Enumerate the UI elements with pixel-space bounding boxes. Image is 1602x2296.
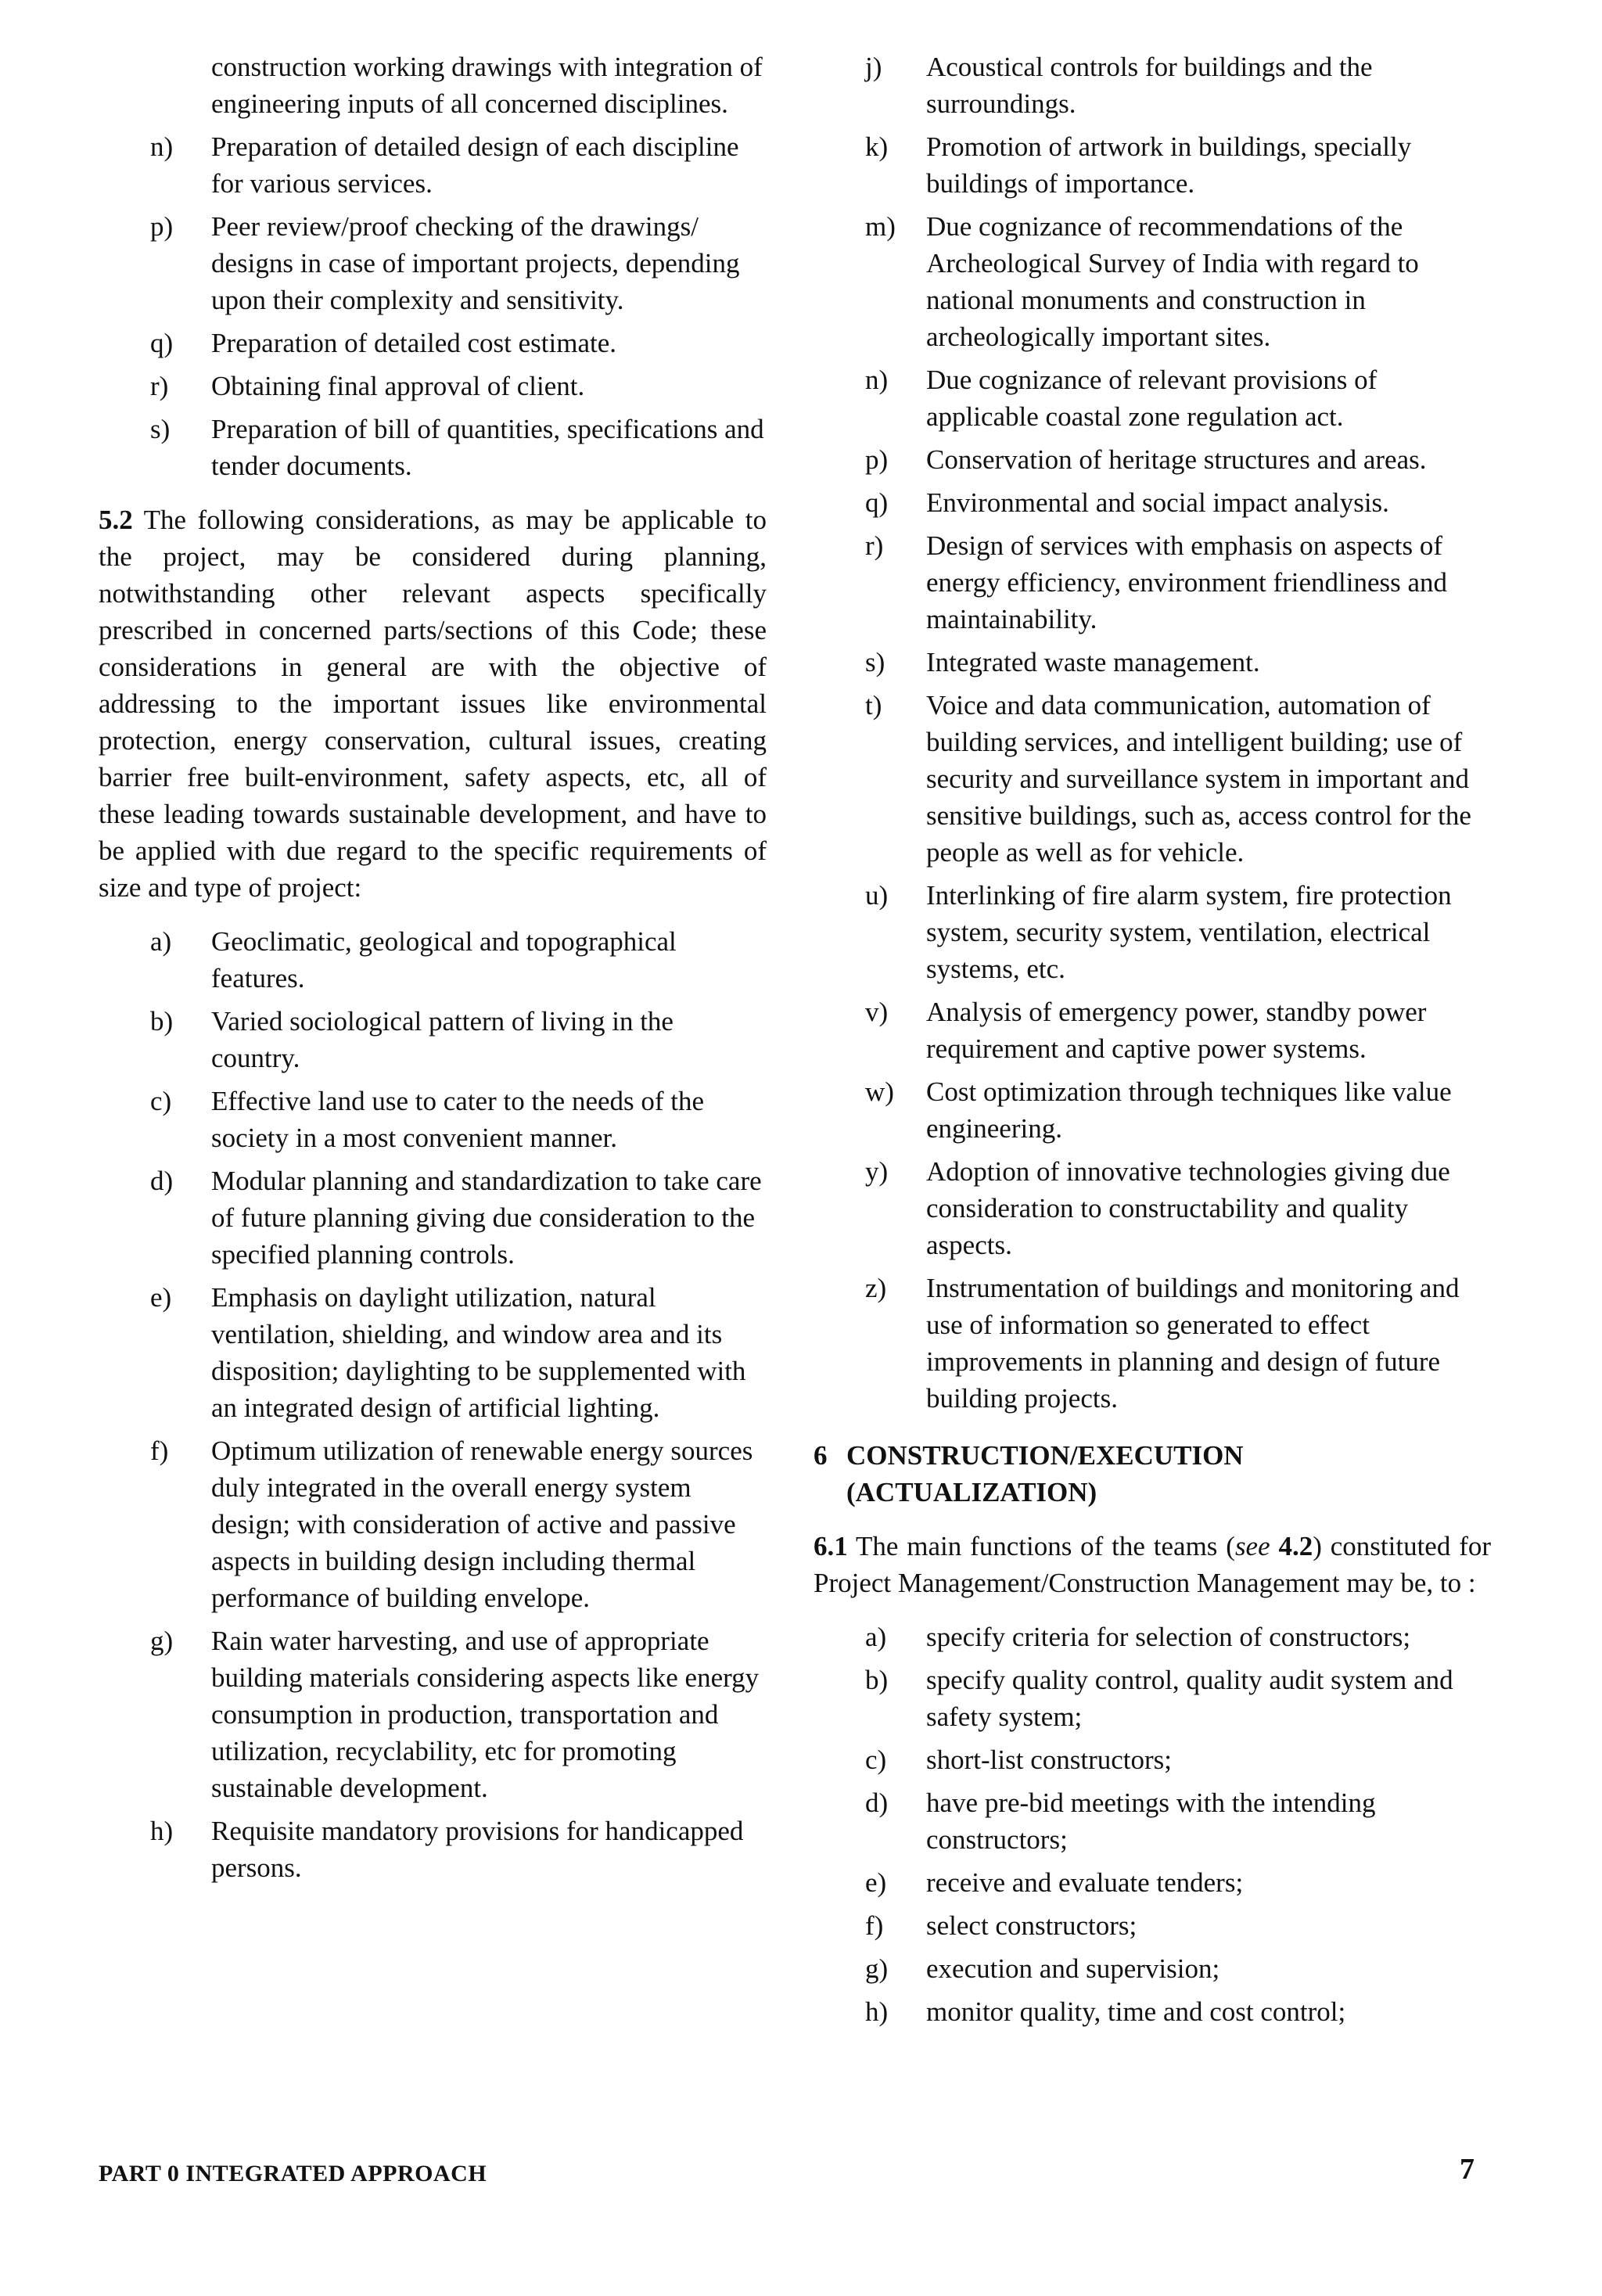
list-item-text: Analysis of emergency power, standby power requirement and captive power systems.	[926, 997, 1427, 1064]
list-item-text: Rain water harvesting, and use of appropriate building materials considering aspects like energy consumption in production, transportation and utilization, recyclability, etc for promoting sustainable development.	[211, 1626, 760, 1803]
list-item-text: Emphasis on daylight utilization, natural ventilation, shielding, and window area and its disposition; daylighting to be supplemented with an integrated design of artificial lighting.	[211, 1282, 746, 1423]
list-item-marker: a)	[865, 1622, 887, 1652]
list-item-marker: e)	[150, 1282, 172, 1313]
list-item	[99, 325, 767, 361]
list-item-marker: n)	[150, 131, 174, 162]
list-item-text: Preparation of detailed cost estimate.	[211, 328, 617, 358]
right-list-bottom	[814, 1619, 1491, 2030]
list-item-marker: m)	[865, 211, 896, 242]
list-item-marker: r)	[865, 530, 884, 561]
section-title	[846, 1437, 1244, 1511]
list-item-text: Conservation of heritage structures and areas.	[926, 444, 1427, 475]
list-item-text: have pre-bid meetings with the intending constructors;	[926, 1788, 1376, 1855]
list-item-marker: b)	[865, 1665, 889, 1695]
list-item	[99, 128, 767, 202]
left-column	[99, 49, 767, 1892]
list-item	[99, 1003, 767, 1076]
list-item-text: Modular planning and standardization to take care of future planning giving due consideration to the specified planning controls.	[211, 1166, 762, 1270]
list-item	[814, 208, 1491, 355]
list-item	[99, 1813, 767, 1886]
list-item-marker: c)	[150, 1086, 172, 1116]
right-list-top	[814, 49, 1491, 1417]
footer-part-label: PART 0 INTEGRATED APPROACH	[99, 2161, 487, 2186]
list-item	[814, 1907, 1491, 1944]
list-item	[814, 1662, 1491, 1735]
list-item	[814, 1270, 1491, 1417]
list-item	[814, 1784, 1491, 1858]
right-column	[814, 49, 1491, 2036]
list-item-text: monitor quality, time and cost control;	[926, 1996, 1346, 2027]
list-item-text: specify quality control, quality audit system and safety system;	[926, 1665, 1453, 1732]
list-item	[814, 687, 1491, 871]
list-item-text: Preparation of bill of quantities, specifications and tender documents.	[211, 414, 764, 481]
list-item	[814, 877, 1491, 987]
section-title-line1: CONSTRUCTION/EXECUTION	[846, 1440, 1244, 1471]
list-item-text: Adoption of innovative technologies giving due consideration to constructability and quality aspects.	[926, 1156, 1450, 1260]
list-item-marker: d)	[150, 1166, 174, 1196]
list-item-marker: v)	[865, 997, 889, 1027]
list-item-marker: t)	[865, 690, 882, 720]
list-item-text: Preparation of detailed design of each discipline for various services.	[211, 131, 739, 199]
list-item-text: short-list constructors;	[926, 1744, 1172, 1775]
section-number: 6	[814, 1440, 828, 1471]
list-item-marker: p)	[865, 444, 889, 475]
list-item	[814, 49, 1491, 122]
list-item-text: receive and evaluate tenders;	[926, 1867, 1244, 1898]
list-item	[99, 368, 767, 404]
list-item-marker: z)	[865, 1273, 887, 1303]
list-item-marker: c)	[865, 1744, 887, 1775]
list-item-text: Promotion of artwork in buildings, specially buildings of importance.	[926, 131, 1412, 199]
list-item	[814, 128, 1491, 202]
list-item-marker: j)	[865, 52, 882, 82]
list-item	[814, 441, 1491, 478]
list-item-text: Voice and data communication, automation of building services, and intelligent building; use of security and surveillance system in important and sensitive buildings, such as, access control for the people as well as for vehicle.	[926, 690, 1471, 868]
list-item	[99, 923, 767, 997]
list-item-text: Obtaining final approval of client.	[211, 371, 585, 401]
list-item	[99, 208, 767, 318]
list-item-text: specify criteria for selection of constructors;	[926, 1622, 1411, 1652]
list-item-marker: f)	[150, 1435, 169, 1466]
list-item-marker: y)	[865, 1156, 889, 1187]
list-item-marker: r)	[150, 371, 169, 401]
list-item	[814, 527, 1491, 638]
list-item-text: Due cognizance of recommendations of the Archeological Survey of India with regard to national monuments and construction in archeologically important sites.	[926, 211, 1419, 352]
page-number: 7	[1460, 2153, 1474, 2186]
continuation-text: construction working drawings with integration of engineering inputs of all concerned disciplines.	[211, 52, 763, 119]
list-item	[814, 644, 1491, 681]
list-item	[814, 484, 1491, 521]
paragraph-6-1	[814, 1528, 1491, 1601]
list-item-marker: e)	[865, 1867, 887, 1898]
list-item	[814, 1950, 1491, 1987]
list-item	[814, 1741, 1491, 1778]
list-item-text: Cost optimization through techniques like value engineering.	[926, 1076, 1452, 1144]
list-item-marker: q)	[150, 328, 174, 358]
list-item-marker: g)	[150, 1626, 174, 1656]
list-item	[814, 1153, 1491, 1263]
list-item-marker: s)	[865, 647, 885, 677]
list-item-marker: b)	[150, 1006, 174, 1037]
list-item-marker: u)	[865, 880, 889, 911]
left-list-bottom	[99, 923, 767, 1886]
list-item-marker: q)	[865, 487, 889, 518]
list-item-text: select constructors;	[926, 1910, 1137, 1941]
list-item	[814, 1864, 1491, 1901]
paragraph-6-1-pre: The main functions of the teams (	[855, 1531, 1235, 1561]
list-item-marker: n)	[865, 365, 889, 395]
list-item-text: Instrumentation of buildings and monitoring and use of information so generated to effect improvements in planning and design of future building projects.	[926, 1273, 1460, 1414]
section-heading	[814, 1437, 1491, 1511]
list-item-marker: f)	[865, 1910, 884, 1941]
list-item-marker: a)	[150, 926, 172, 957]
list-item-text: Design of services with emphasis on aspects of energy efficiency, environment friendliness and maintainability.	[926, 530, 1448, 634]
list-item	[814, 361, 1491, 435]
list-item-marker: g)	[865, 1953, 889, 1984]
list-item-marker: h)	[150, 1816, 174, 1846]
list-item	[99, 1083, 767, 1156]
section-title-line2: (ACTUALIZATION)	[846, 1477, 1097, 1507]
list-item-marker: d)	[865, 1788, 889, 1818]
paragraph-5-2	[99, 501, 767, 906]
list-item-marker: s)	[150, 414, 171, 444]
list-item	[814, 1073, 1491, 1147]
paragraph-6-1-post: ) constituted for Project Management/Construction Management may be, to :	[814, 1531, 1491, 1598]
list-item-text: Peer review/proof checking of the drawings/ designs in case of important projects, depending upon their complexity and sensitivity.	[211, 211, 740, 315]
list-item	[814, 993, 1491, 1067]
paragraph-6-1-ref: 4.2	[1278, 1531, 1313, 1561]
paragraph-6-1-number: 6.1	[814, 1531, 848, 1561]
list-item-text: Varied sociological pattern of living in the country.	[211, 1006, 673, 1073]
list-item-text: Interlinking of fire alarm system, fire protection system, security system, ventilation, electrical systems, etc.	[926, 880, 1452, 984]
list-item-text: Optimum utilization of renewable energy sources duly integrated in the overall energy system design; with consideration of active and passive aspects in building design including thermal performance of building envelope.	[211, 1435, 753, 1613]
list-item	[99, 1622, 767, 1806]
list-item-text: Geoclimatic, geological and topographical features.	[211, 926, 677, 993]
list-item-text: Requisite mandatory provisions for handicapped persons.	[211, 1816, 744, 1883]
paragraph-5-2-number: 5.2	[99, 505, 133, 535]
list-item-text: Environmental and social impact analysis.	[926, 487, 1389, 518]
list-item	[99, 411, 767, 484]
list-item-marker: h)	[865, 1996, 889, 2027]
list-item-text: Integrated waste management.	[926, 647, 1260, 677]
list-item-text: Acoustical controls for buildings and the surroundings.	[926, 52, 1373, 119]
list-item	[814, 1619, 1491, 1655]
list-item-marker: k)	[865, 131, 889, 162]
list-item	[99, 1432, 767, 1616]
list-item-text: Due cognizance of relevant provisions of applicable coastal zone regulation act.	[926, 365, 1378, 432]
list-item-text: Effective land use to cater to the needs of the society in a most convenient manner.	[211, 1086, 705, 1153]
paragraph-6-1-see: see	[1234, 1531, 1270, 1561]
list-item-marker: p)	[150, 211, 174, 242]
list-item-marker: w)	[865, 1076, 894, 1107]
list-item	[814, 1993, 1491, 2030]
paragraph-5-2-text: The following considerations, as may be applicable to the project, may be considered during planning, notwithstanding other relevant aspects specifically prescribed in concerned parts/sections of this Code; these considerations in general are with the objective of addressing to the important issues like environmental protection, energy conservation, cultural issues, creating barrier free built-environment, safety aspects, etc, all of these leading towards sustainable development, and have to be applied with due regard to the specific requirements of size and type of project:	[99, 505, 767, 903]
list-item	[99, 1279, 767, 1426]
list-item	[99, 1162, 767, 1273]
list-item-text: execution and supervision;	[926, 1953, 1220, 1984]
left-list-top	[99, 128, 767, 484]
